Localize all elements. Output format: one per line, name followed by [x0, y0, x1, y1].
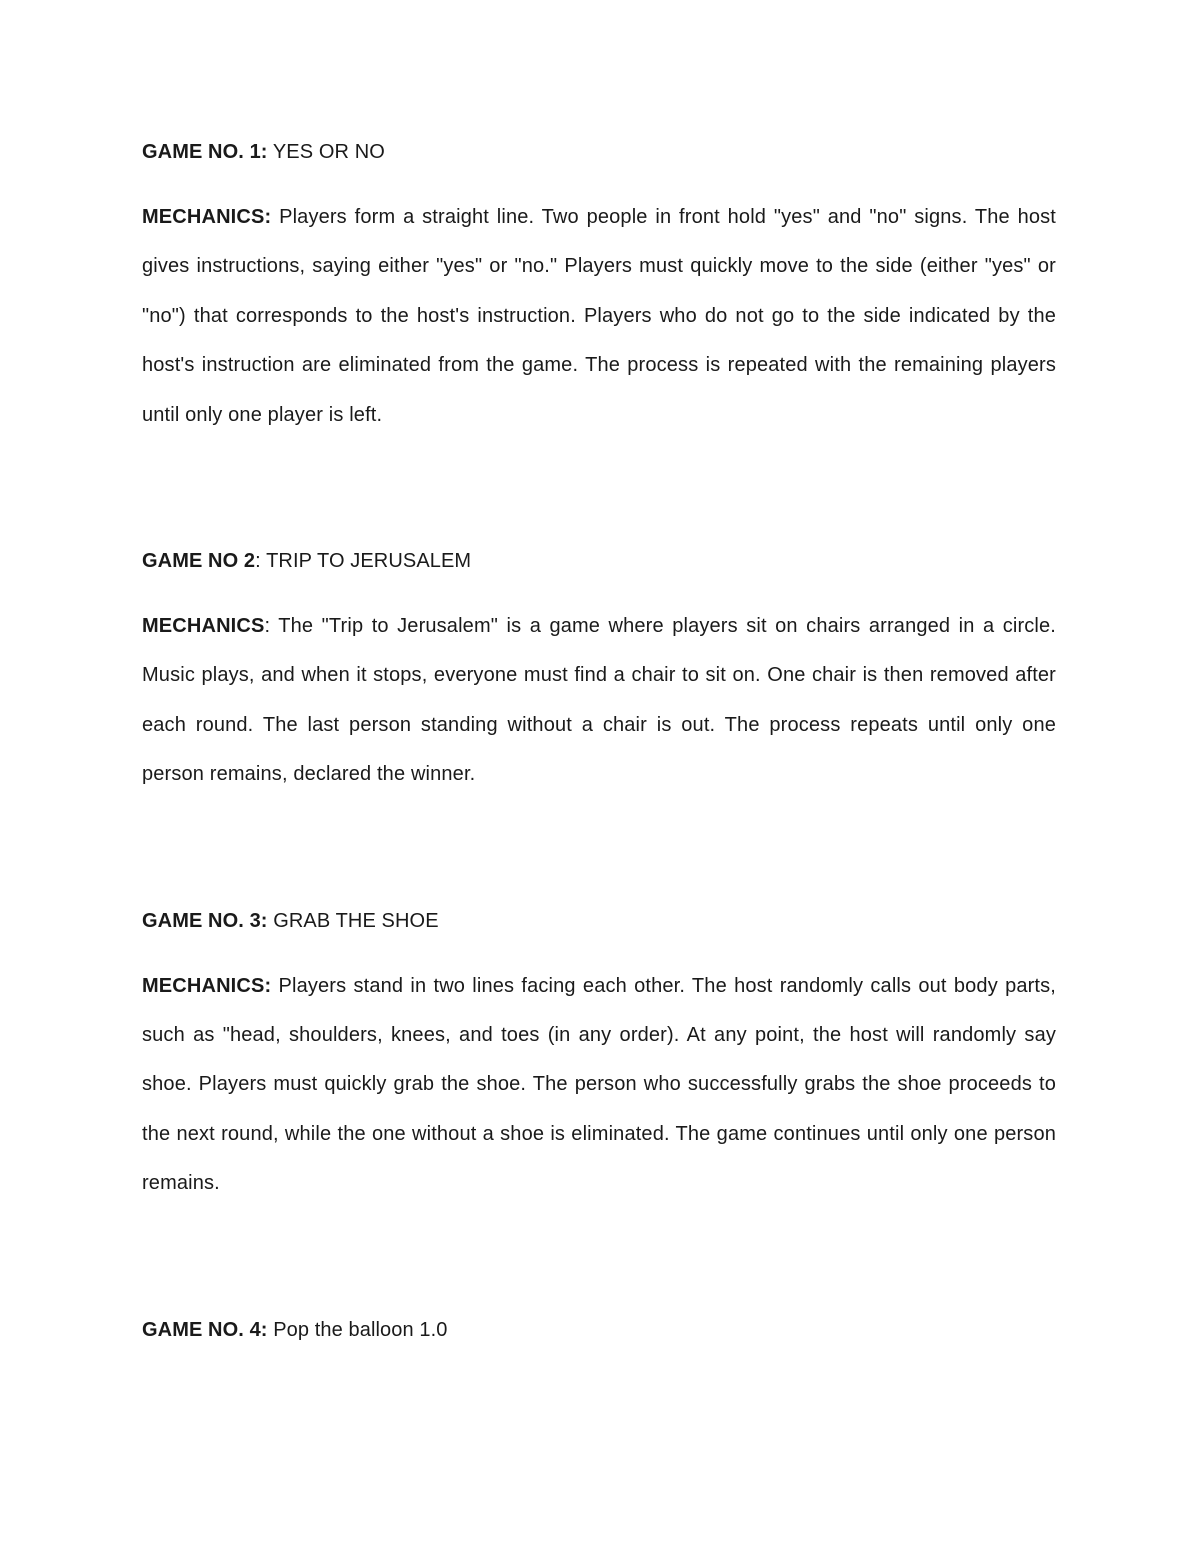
mechanics-label: MECHANICS: — [142, 974, 272, 997]
game-section-4 — [142, 1306, 1056, 1355]
game-title-value: : TRIP TO JERUSALEM — [255, 550, 472, 573]
game-title-value: GRAB THE SHOE — [267, 909, 439, 932]
game-title — [142, 128, 1056, 177]
mechanics-text: Players form a straight line. Two people in front hold "yes" and "no" signs. The host gives instructions, saying either "yes" or "no." Players must quickly move to the side (either "yes" or "no") that corresponds to the host's instruction. Players who do not go to the side indicated by the host's instruction are eliminated from the game. The process is repeated with the remaining players until only one player is left. — [142, 206, 1056, 426]
game-title-value: YES OR NO — [267, 141, 385, 163]
game-mechanics — [142, 193, 1056, 440]
mechanics-label: MECHANICS — [142, 615, 265, 638]
document-page — [142, 128, 1056, 1355]
game-mechanics — [142, 962, 1056, 1209]
game-title-value: Pop the balloon 1.0 — [267, 1318, 448, 1341]
game-title — [142, 537, 1056, 586]
game-title-label: GAME NO. 4: — [142, 1318, 268, 1341]
game-section-3 — [142, 897, 1056, 1209]
mechanics-text: : The "Trip to Jerusalem" is a game where players sit on chairs arranged in a circle. Music plays, and when it stops, everyone must find a chair to sit on. One chair is then removed after each round. The last person standing without a chair is out. The process repeats until only one person remains, declared the winner. — [142, 615, 1056, 786]
game-title — [142, 1306, 1056, 1355]
game-title — [142, 897, 1056, 946]
game-mechanics — [142, 602, 1056, 800]
game-title-label: GAME NO. 3: — [142, 909, 268, 932]
game-section-1 — [142, 128, 1056, 440]
mechanics-text: Players stand in two lines facing each other. The host randomly calls out body parts, such as "head, shoulders, knees, and toes (in any order). At any point, the host will randomly say shoe. Players must quickly grab the shoe. The person who successfully grabs the shoe proceeds to the next round, while the one without a shoe is eliminated. The game continues until only one person remains. — [142, 974, 1056, 1195]
game-title-label: GAME NO 2 — [142, 550, 256, 573]
game-section-2 — [142, 537, 1056, 800]
game-title-label: GAME NO. 1: — [142, 141, 268, 163]
mechanics-label: MECHANICS: — [142, 206, 272, 228]
